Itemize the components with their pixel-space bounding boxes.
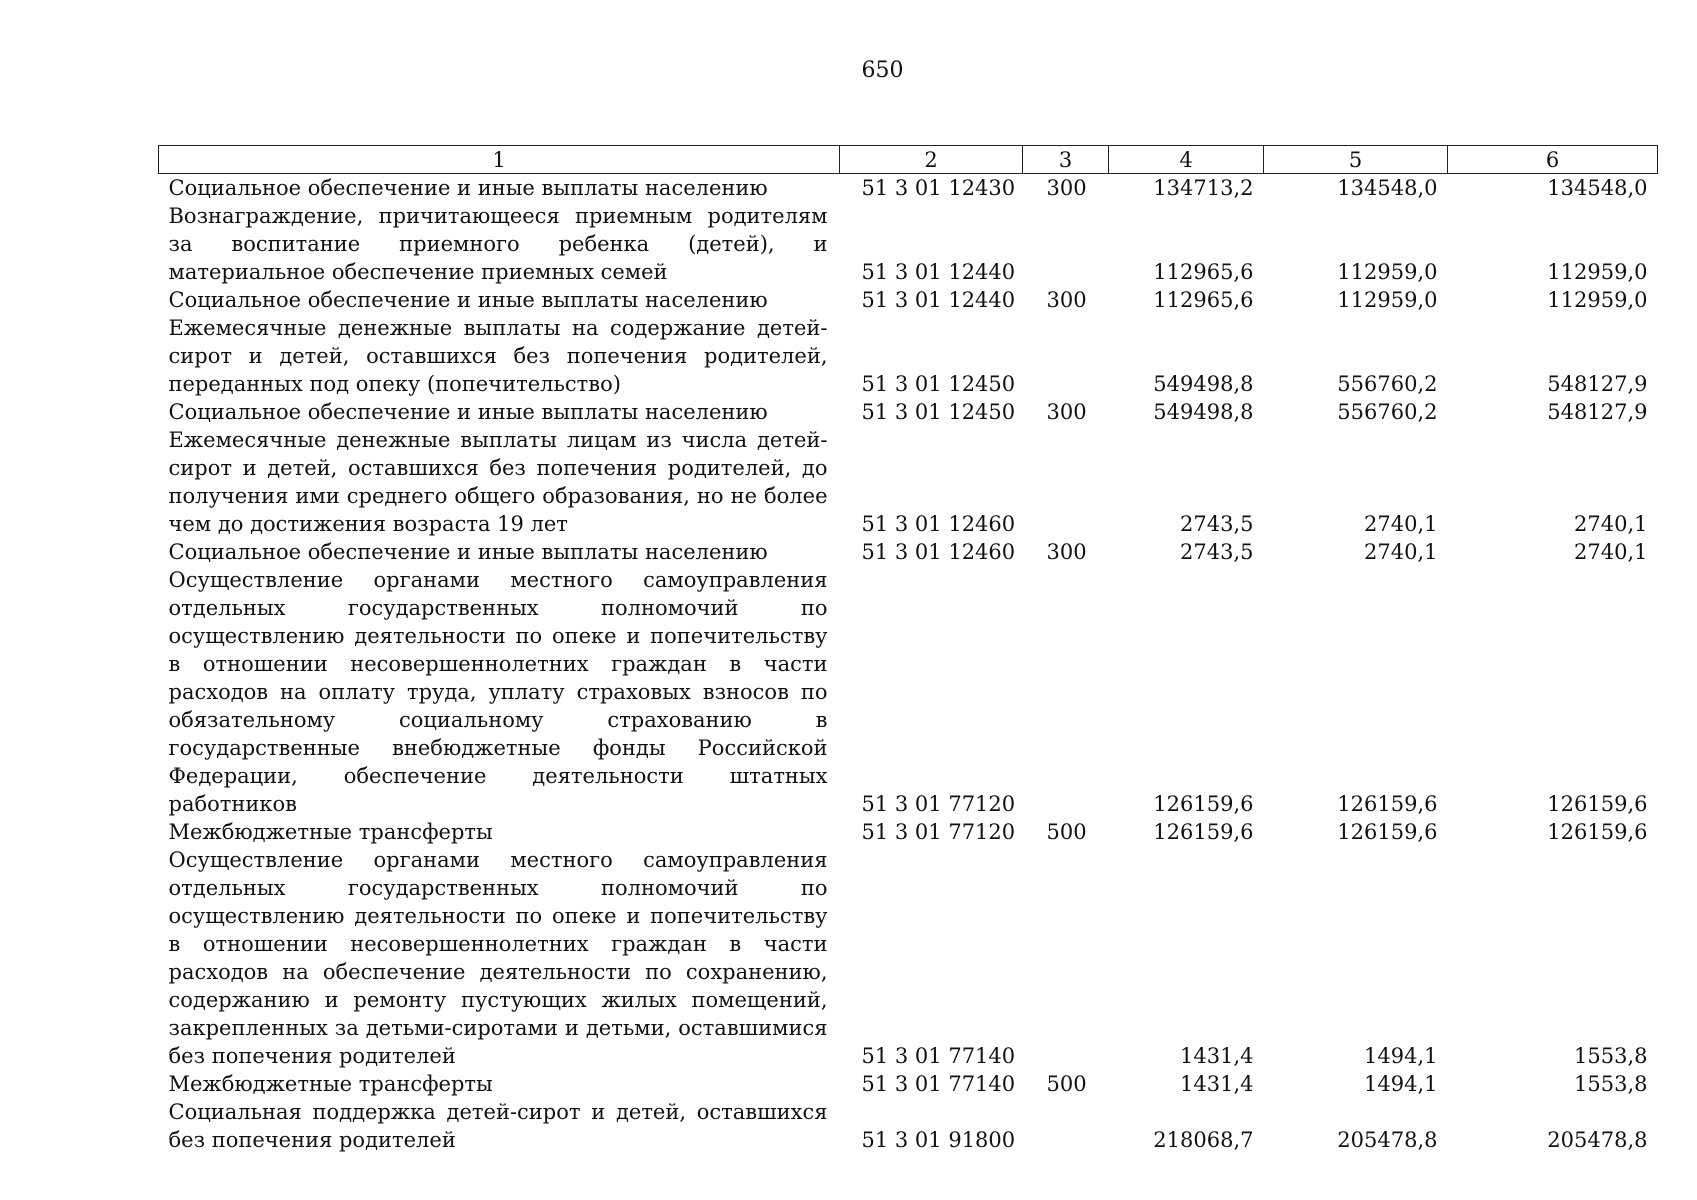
row-expense-type: 500 [1046, 1072, 1087, 1096]
table-row [159, 818, 1658, 846]
row-value-col4: 134713,2 [1153, 176, 1254, 200]
row-value-col4: 112965,6 [1153, 288, 1254, 312]
row-name: Социальное обеспечение и иные выплаты населению [168, 288, 768, 312]
row-value-col5: 556760,2 [1337, 372, 1438, 396]
row-name: Ежемесячные денежные выплаты на содержание детей-сирот и детей, оставшихся без попечения родителей, переданных под опеку (попечительство) [168, 316, 828, 396]
row-value-col4: 2743,5 [1180, 540, 1254, 564]
header-row [159, 146, 1658, 174]
row-value-col5: 126159,6 [1337, 820, 1438, 844]
row-value-col6: 205478,8 [1547, 1128, 1648, 1152]
header-col-3: 3 [1023, 146, 1109, 174]
row-value-col6: 548127,9 [1547, 372, 1648, 396]
row-value-col5: 112959,0 [1337, 288, 1438, 312]
row-code: 51 3 01 91800 [861, 1128, 1016, 1152]
row-expense-type [1023, 1098, 1109, 1154]
row-expense-type: 300 [1046, 176, 1087, 200]
row-expense-type: 500 [1046, 820, 1087, 844]
header-col-4: 4 [1109, 146, 1264, 174]
row-value-col5: 112959,0 [1337, 260, 1438, 284]
row-expense-type [1023, 202, 1109, 286]
row-value-col6: 1553,8 [1574, 1072, 1648, 1096]
row-value-col6: 1553,8 [1574, 1044, 1648, 1068]
page-number: 650 [861, 58, 904, 83]
table-row [159, 1070, 1658, 1098]
row-value-col5: 134548,0 [1337, 176, 1438, 200]
row-value-col5: 205478,8 [1337, 1128, 1438, 1152]
row-name: Межбюджетные трансферты [168, 820, 493, 844]
table-row [159, 202, 1658, 286]
row-code: 51 3 01 77140 [861, 1072, 1016, 1096]
row-name: Вознаграждение, причитающееся приемным родителям за воспитание приемного ребенка (детей), и материальное обеспечение приемных семей [168, 204, 828, 284]
row-name: Ежемесячные денежные выплаты лицам из числа детей-сирот и детей, оставшихся без попечения родителей, до получения ими среднего общего образования, но не более чем до достижения возраста 19 лет [168, 428, 828, 536]
table-row [159, 314, 1658, 398]
row-value-col6: 126159,6 [1547, 792, 1648, 816]
row-expense-type [1023, 314, 1109, 398]
row-name: Осуществление органами местного самоуправления отдельных государственных полномочий по осуществлению деятельности по опеке и попечительству в отношении несовершеннолетних граждан в части расходов на обеспечение деятельности по сохранению, содержанию и ремонту пустующих жилых помещений, закрепленных за детьми-сиротами и детьми, оставшимися без попечения родителей [168, 848, 828, 1068]
row-expense-type: 300 [1046, 400, 1087, 424]
row-value-col6: 112959,0 [1547, 288, 1648, 312]
header-col-6: 6 [1448, 146, 1658, 174]
row-name: Осуществление органами местного самоуправления отдельных государственных полномочий по осуществлению деятельности по опеке и попечительству в отношении несовершеннолетних граждан в части расходов на оплату труда, уплату страховых взносов по обязательному социальному страхованию в государственные внебюджетные фонды Российской Федерации, обеспечение деятельности штатных работников [168, 568, 828, 816]
row-value-col6: 2740,1 [1574, 512, 1648, 536]
row-value-col5: 1494,1 [1364, 1072, 1438, 1096]
row-value-col4: 126159,6 [1153, 820, 1254, 844]
row-name: Социальная поддержка детей-сирот и детей, оставшихся без попечения родителей [168, 1100, 828, 1152]
row-expense-type [1023, 566, 1109, 818]
header-col-1: 1 [159, 146, 840, 174]
row-name: Межбюджетные трансферты [168, 1072, 493, 1096]
row-expense-type [1023, 426, 1109, 538]
row-expense-type: 300 [1046, 540, 1087, 564]
row-expense-type: 300 [1046, 288, 1087, 312]
row-expense-type [1023, 846, 1109, 1070]
row-name: Социальное обеспечение и иные выплаты населению [168, 176, 768, 200]
budget-table [158, 145, 1658, 1154]
table-row [159, 426, 1658, 538]
row-value-col4: 549498,8 [1153, 372, 1254, 396]
row-value-col5: 2740,1 [1364, 540, 1438, 564]
row-code: 51 3 01 77120 [861, 792, 1016, 816]
row-code: 51 3 01 12460 [861, 540, 1016, 564]
row-value-col5: 126159,6 [1337, 792, 1438, 816]
row-name: Социальное обеспечение и иные выплаты населению [168, 540, 768, 564]
table-row [159, 566, 1658, 818]
row-code: 51 3 01 12440 [861, 288, 1016, 312]
row-code: 51 3 01 12450 [861, 372, 1016, 396]
row-value-col4: 1431,4 [1180, 1072, 1254, 1096]
table-header [159, 146, 1658, 174]
row-code: 51 3 01 77140 [861, 1044, 1016, 1068]
row-value-col5: 2740,1 [1364, 512, 1438, 536]
row-value-col6: 126159,6 [1547, 820, 1648, 844]
row-value-col4: 126159,6 [1153, 792, 1254, 816]
row-value-col4: 2743,5 [1180, 512, 1254, 536]
table-row [159, 1098, 1658, 1154]
table-row [159, 398, 1658, 426]
row-value-col6: 2740,1 [1574, 540, 1648, 564]
row-code: 51 3 01 12460 [861, 512, 1016, 536]
row-code: 51 3 01 12440 [861, 260, 1016, 284]
header-col-2: 2 [840, 146, 1023, 174]
table-body [159, 174, 1658, 1155]
row-code: 51 3 01 77120 [861, 820, 1016, 844]
header-col-5: 5 [1264, 146, 1448, 174]
row-value-col5: 1494,1 [1364, 1044, 1438, 1068]
table-row [159, 846, 1658, 1070]
row-value-col6: 112959,0 [1547, 260, 1648, 284]
row-value-col4: 218068,7 [1153, 1128, 1254, 1152]
row-value-col4: 1431,4 [1180, 1044, 1254, 1068]
row-value-col6: 134548,0 [1547, 176, 1648, 200]
table-row [159, 174, 1658, 203]
table-row [159, 538, 1658, 566]
row-value-col4: 112965,6 [1153, 260, 1254, 284]
row-code: 51 3 01 12430 [861, 176, 1016, 200]
row-code: 51 3 01 12450 [861, 400, 1016, 424]
table-row [159, 286, 1658, 314]
row-name: Социальное обеспечение и иные выплаты населению [168, 400, 768, 424]
row-value-col6: 548127,9 [1547, 400, 1648, 424]
row-value-col5: 556760,2 [1337, 400, 1438, 424]
row-value-col4: 549498,8 [1153, 400, 1254, 424]
